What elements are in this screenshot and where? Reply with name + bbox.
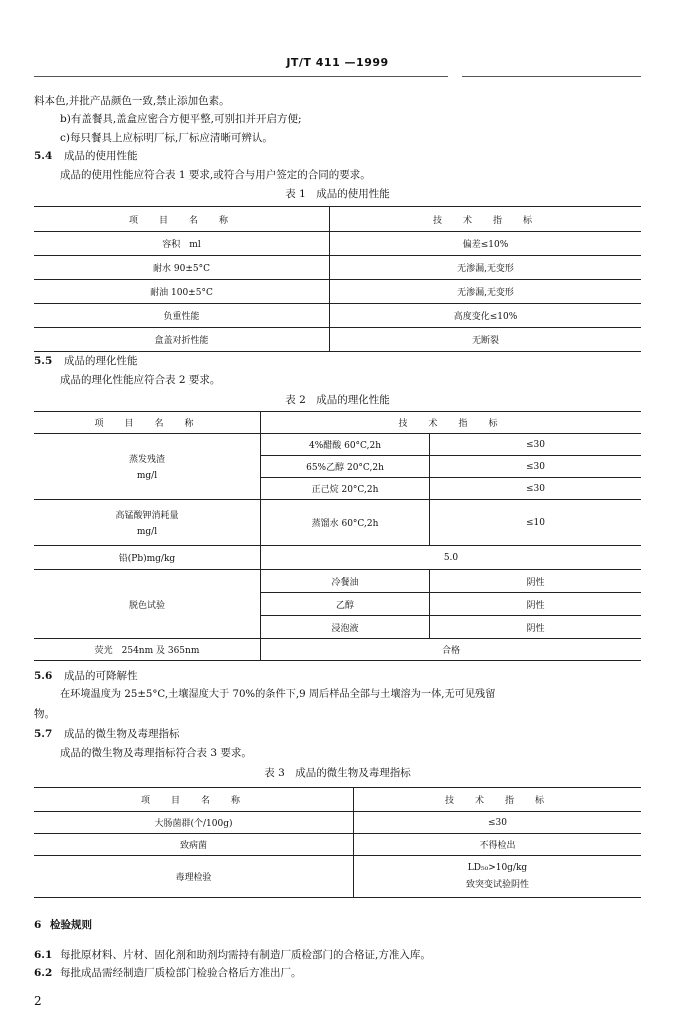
table-1-cell: 容积 ml (34, 232, 330, 256)
table-3-cell: ≤30 (354, 812, 642, 834)
table-row (34, 328, 641, 352)
section-5-4-title: 成品的使用性能 (64, 150, 138, 162)
table-2-cell: 4%醋酸 60°C,2h (261, 434, 430, 456)
section-5-5-title: 成品的理化性能 (64, 355, 138, 367)
table-2-header-spec: 技 术 指 标 (261, 412, 642, 434)
table-3-cell: 毒理检验 (34, 856, 354, 898)
table-1-cell: 耐油 100±5°C (34, 280, 330, 304)
section-5-5-text: 成品的理化性能应符合表 2 要求。 (60, 374, 221, 386)
table-row (34, 856, 641, 898)
table-2 (34, 411, 641, 661)
table-row (34, 207, 641, 232)
toxicity-spec-cell (354, 856, 642, 898)
table-1-cell: 高度变化≤10% (330, 304, 642, 328)
kmno4-name: 高锰酸钾消耗量 (115, 511, 179, 521)
table-1-cell: 负重性能 (34, 304, 330, 328)
table-2-cell: ≤30 (430, 456, 642, 478)
table-3 (34, 787, 641, 898)
section-5-6-text: 在环境温度为 25±5°C,土壤湿度大于 70%的条件下,9 周后样品全部与土壤溶为一体,无可见残留 (60, 689, 496, 700)
evaporation-residue-unit: mg/l (136, 471, 158, 481)
table-row (34, 412, 641, 434)
section-5-7-number: 5.7 (34, 728, 53, 740)
kmno4-cell (34, 500, 261, 546)
table-2-cell: 蒸馏水 60°C,2h (261, 500, 430, 546)
section-6-2-text: 每批成品需经制造厂质检部门检验合格后方准出厂。 (60, 967, 302, 979)
table-3-cell: 不得检出 (354, 834, 642, 856)
section-5-6-number: 5.6 (34, 670, 53, 682)
table-3-caption: 表 3 成品的微生物及毒理指标 (264, 767, 411, 779)
item-c: c)每只餐具上应标明厂标,厂标应清晰可辨认。 (60, 132, 273, 144)
table-row (34, 500, 641, 546)
table-2-cell: 合格 (261, 639, 642, 661)
table-row (34, 304, 641, 328)
evaporation-residue-name: 蒸发残渣 (128, 455, 165, 465)
table-2-cell: 浸泡液 (261, 616, 430, 639)
table-1-header-name: 项 目 名 称 (34, 207, 330, 232)
table-row (34, 232, 641, 256)
section-5-7-title: 成品的微生物及毒理指标 (64, 728, 180, 740)
section-6-1-number: 6.1 (34, 949, 53, 961)
table-2-cell: 65%乙醇 20°C,2h (261, 456, 430, 478)
table-2-cell: 荧光 254nm 及 365nm (34, 639, 261, 661)
table-1-header-spec: 技 术 指 标 (330, 207, 642, 232)
section-5-6-title: 成品的可降解性 (64, 670, 138, 682)
table-row (34, 280, 641, 304)
table-2-cell: 铅(Pb)mg/kg (34, 546, 261, 570)
table-1-cell: 无断裂 (330, 328, 642, 352)
section-6-number: 6 (34, 919, 42, 931)
table-1-cell: 无渗漏,无变形 (330, 256, 642, 280)
kmno4-unit: mg/l (136, 527, 158, 537)
table-2-header-name: 项 目 名 称 (34, 412, 261, 434)
section-5-4-number: 5.4 (34, 150, 53, 162)
table-row (34, 434, 641, 456)
table-2-cell: 5.0 (261, 546, 642, 570)
table-3-cell: 大肠菌群(个/100g) (34, 812, 354, 834)
table-3-header-spec: 技 术 指 标 (354, 788, 642, 812)
table-3-header-name: 项 目 名 称 (34, 788, 354, 812)
toxicity-mutagenicity: 致突变试验阴性 (465, 880, 529, 890)
item-b: b)有盖餐具,盖盒应密合方便平整,可别扣并开启方便; (60, 113, 302, 125)
intro-line: 料本色,并批产品颜色一致,禁止添加色素。 (34, 95, 230, 107)
table-2-cell: 阴性 (430, 593, 642, 616)
table-row (34, 834, 641, 856)
table-row (34, 570, 641, 593)
section-6-2-number: 6.2 (34, 967, 53, 979)
section-6-1-text: 每批原材料、片材、固化剂和助剂均需持有制造厂质检部门的合格证,方准入库。 (60, 949, 431, 961)
section-5-6-text-cont: 物。 (34, 708, 55, 720)
table-2-cell: 阴性 (430, 570, 642, 593)
table-row (34, 812, 641, 834)
table-1-cell: 耐水 90±5°C (34, 256, 330, 280)
page-number: 2 (34, 994, 42, 1008)
table-1-cell: 偏差≤10% (330, 232, 642, 256)
standard-number: JT/T 411 —1999 (286, 56, 389, 69)
table-2-cell: 正己烷 20°C,2h (261, 478, 430, 500)
table-2-cell: 脱色试验 (34, 570, 261, 639)
table-2-cell: 乙醇 (261, 593, 430, 616)
section-5-4-text: 成品的使用性能应符合表 1 要求,或符合与用户签定的合同的要求。 (60, 169, 371, 181)
section-5-5-number: 5.5 (34, 355, 53, 367)
table-2-caption: 表 2 成品的理化性能 (285, 394, 390, 406)
header-rule-right (462, 76, 641, 77)
table-1-cell: 盒盖对折性能 (34, 328, 330, 352)
evaporation-residue-cell (34, 434, 261, 500)
table-3-cell: 致病菌 (34, 834, 354, 856)
table-row (34, 639, 641, 661)
section-5-7-text: 成品的微生物及毒理指标符合表 3 要求。 (60, 747, 252, 759)
table-1-caption: 表 1 成品的使用性能 (285, 188, 390, 200)
table-1-cell: 无渗漏,无变形 (330, 280, 642, 304)
header-rule-left (34, 76, 448, 77)
table-1 (34, 206, 641, 352)
table-row (34, 256, 641, 280)
toxicity-ld50: LD₅₀>10g/kg (467, 863, 528, 873)
table-2-cell: ≤30 (430, 478, 642, 500)
table-2-cell: ≤10 (430, 500, 642, 546)
section-6-title: 检验规则 (50, 919, 92, 931)
table-2-cell: 冷餐油 (261, 570, 430, 593)
table-2-cell: ≤30 (430, 434, 642, 456)
table-2-cell: 阴性 (430, 616, 642, 639)
table-row (34, 546, 641, 570)
table-row (34, 788, 641, 812)
